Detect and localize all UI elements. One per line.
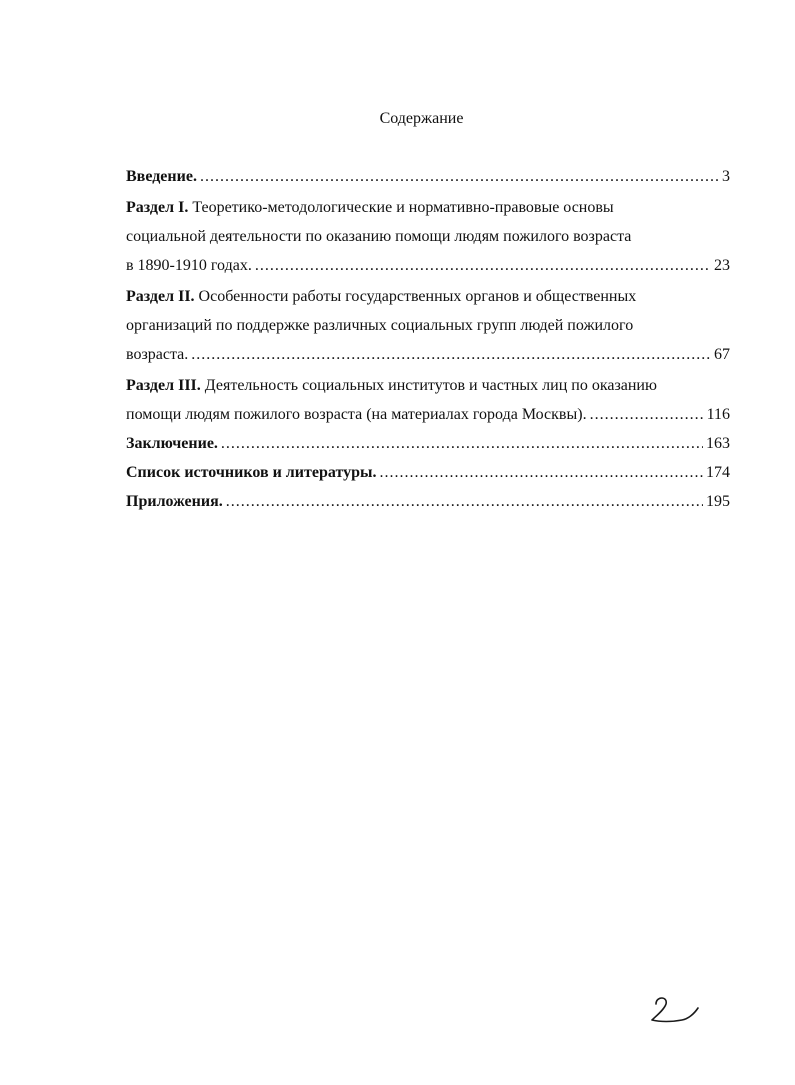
- dot-leader: [255, 251, 711, 280]
- toc-entry-section1-line3: [126, 251, 730, 280]
- dot-leader: [200, 162, 719, 191]
- toc-entry-section2-line3: [126, 340, 730, 369]
- toc-page-number: 67: [714, 346, 730, 363]
- dot-leader: [226, 487, 703, 516]
- toc-entry-text: Деятельность социальных институтов и частных лиц по оказанию: [204, 377, 657, 394]
- toc-entry-label: Приложения.: [126, 493, 223, 510]
- toc-page-number: 195: [706, 493, 730, 510]
- toc-entry-text: помощи людям пожилого возраста (на материалах города Москвы).: [126, 406, 587, 423]
- toc-entry-section1-line2: [126, 222, 730, 251]
- toc-entry-label: Раздел I.: [126, 199, 189, 216]
- toc-entry-text: в 1890-1910 годах.: [126, 257, 252, 274]
- toc-entry-text: социальной деятельности по оказанию помощи людям пожилого возраста: [126, 228, 632, 245]
- toc-entry-conclusion[interactable]: [126, 429, 730, 458]
- toc-entry-text: Особенности работы государственных органов и общественных: [198, 288, 637, 305]
- toc-entry-section2-line1[interactable]: [126, 282, 730, 311]
- toc-entry-sources[interactable]: [126, 458, 730, 487]
- dot-leader: [221, 429, 703, 458]
- toc-entry-appendices[interactable]: [126, 487, 730, 516]
- toc-entry-text: организаций по поддержке различных социальных групп людей пожилого: [126, 317, 634, 334]
- toc-entry-section2-line2: [126, 311, 730, 340]
- toc-entry-label: Введение.: [126, 168, 197, 185]
- toc-entry-text: возраста.: [126, 346, 189, 363]
- toc-entry-label: Раздел II.: [126, 288, 195, 305]
- toc-entry-label: Заключение.: [126, 435, 218, 452]
- toc-page-number: 23: [714, 257, 730, 274]
- table-of-contents: [126, 162, 730, 516]
- toc-page-number: 174: [706, 464, 730, 481]
- dot-leader: [191, 340, 711, 369]
- toc-entry-section3-line1[interactable]: [126, 371, 730, 400]
- toc-entry-label: Раздел III.: [126, 377, 201, 394]
- dot-leader: [379, 458, 703, 487]
- toc-page-number: 3: [722, 168, 730, 185]
- toc-page-number: 116: [706, 406, 730, 423]
- toc-entry-intro[interactable]: [126, 162, 730, 191]
- toc-page-number: 163: [706, 435, 730, 452]
- page-title: Содержание: [379, 110, 464, 127]
- dot-leader: [590, 400, 704, 429]
- toc-entry-text: Теоретико-методологические и нормативно-правовые основы: [192, 199, 614, 216]
- toc-entry-label: Список источников и литературы.: [126, 464, 377, 481]
- toc-entry-section3-line2: [126, 400, 730, 429]
- handwritten-page-number: [642, 990, 702, 1030]
- toc-entry-section1-line1[interactable]: [126, 193, 730, 222]
